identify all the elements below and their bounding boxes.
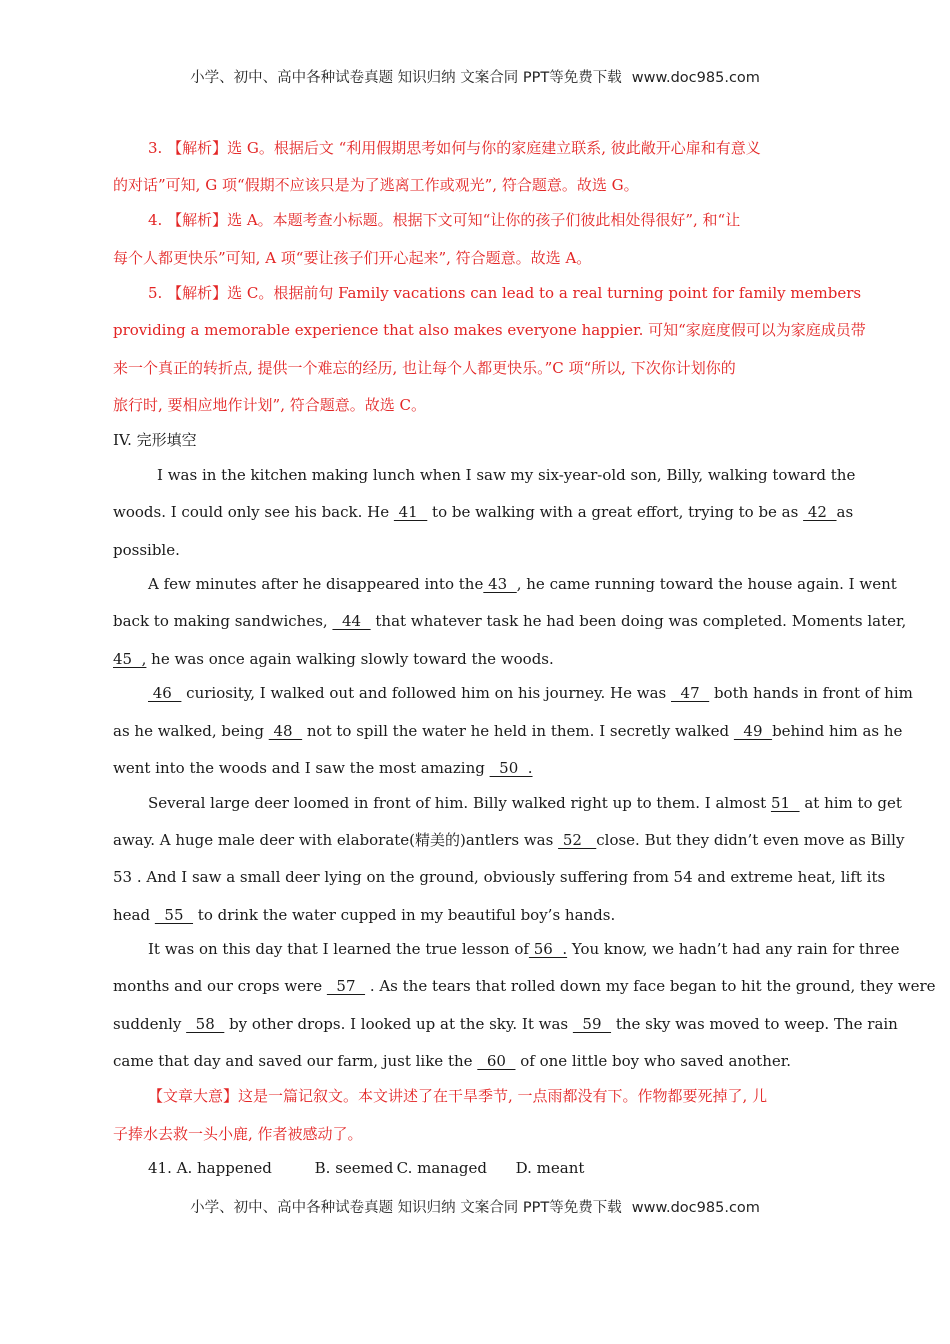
blank-57: 57 <box>326 977 366 995</box>
analysis-q5-line4: 旅行时, 要相应地作计划”, 符合题意。故选 C。 <box>113 396 426 414</box>
blank-58: 58 <box>186 1015 225 1033</box>
analysis-q3-line1: 3. 【解析】选 G。根据后文 “利用假期思考如何与你的家庭建立联系, 彼此敞开心扉和有意义 <box>148 139 761 157</box>
passage-p5-line3: suddenly 58 by other drops. I looked up at the sky. It was 59 the sky was moved to weep. The rain <box>113 1015 898 1033</box>
page-header <box>0 66 950 87</box>
passage-p1-line1: I was in the kitchen making lunch when I saw my six-year-old son, Billy, walking toward the <box>157 466 856 484</box>
blank-41: 41 <box>393 503 428 521</box>
blank-55: 55 <box>154 906 194 924</box>
passage-p4-line2: away. A huge male deer with elaborate(精美的)antlers was 52 close. But they didn’t even move as Billy <box>113 831 905 849</box>
blank-48: 48 <box>268 722 303 740</box>
analysis-q5-line3: 来一个真正的转折点, 提供一个难忘的经历, 也让每个人都更快乐。”C 项“所以, 下次你计划你的 <box>113 359 736 377</box>
footer-text: 小学、初中、高中各种试卷真题 知识归纳 文案合同 PPT等免费下载 <box>190 1200 622 1216</box>
summary-line1: 【文章大意】这是一篇记叙文。本文讲述了在干旱季节, 一点雨都没有下。作物都要死掉了, 儿 <box>148 1087 768 1105</box>
blank-44: 44 <box>332 612 371 630</box>
passage-p5-line1: It was on this day that I learned the true lesson of 56 . You know, we hadn’t had any rain for three <box>148 940 900 958</box>
blank-56: 56 . <box>528 940 568 958</box>
blank-47: 47 <box>671 684 710 702</box>
passage-p2-line2: back to making sandwiches, 44 that whatever task he had been doing was completed. Moments later, <box>113 612 907 630</box>
footer-url[interactable]: www.doc985.com <box>631 1200 760 1216</box>
blank-46: 46 <box>148 684 182 702</box>
blank-51: 51 <box>770 794 800 812</box>
passage-p1-line2: woods. I could only see his back. He 41 to be walking with a great effort, trying to be as 42 as <box>113 503 854 521</box>
analysis-q3-line2: 的对话”可知, G 项“假期不应该只是为了逃离工作或观光”, 符合题意。故选 G。 <box>113 176 639 194</box>
blank-53: 53 <box>113 868 133 886</box>
header-text: 小学、初中、高中各种试卷真题 知识归纳 文案合同 PPT等免费下载 <box>190 70 622 86</box>
option-b: B. seemed <box>314 1159 394 1177</box>
passage-p4-line3: 53 . And I saw a small deer lying on the ground, obviously suffering from 54 and extreme heat, lift its <box>113 868 886 886</box>
page-footer <box>0 1196 950 1217</box>
blank-45: 45 , <box>113 650 147 668</box>
passage-p3-line1: 46 curiosity, I walked out and followed him on his journey. He was 47 both hands in front of him <box>148 684 913 702</box>
blank-42: 42 <box>803 503 837 521</box>
passage-p2-line1: A few minutes after he disappeared into the 43 , he came running toward the house again. I went <box>148 575 897 593</box>
passage-p2-line3: 45 , he was once again walking slowly toward the woods. <box>113 650 554 668</box>
section-title: IV. 完形填空 <box>113 431 197 449</box>
option-a: A. happened <box>176 1159 272 1177</box>
blank-49: 49 <box>733 722 773 740</box>
passage-p5-line2: months and our crops were 57 . As the tears that rolled down my face began to hit the ground, they were <box>113 977 936 995</box>
blank-50: 50 . <box>489 759 533 777</box>
blank-52: 52 <box>558 831 597 849</box>
analysis-q4-line2: 每个人都更快乐”可知, A 项“要让孩子们开心起来”, 符合题意。故选 A。 <box>113 249 592 267</box>
summary-line2: 子捧水去救一头小鹿, 作者被感动了。 <box>113 1125 363 1143</box>
analysis-q4-line1: 4. 【解析】选 A。本题考查小标题。根据下文可知“让你的孩子们彼此相处得很好”, 和“让 <box>148 211 741 229</box>
passage-p1-line3: possible. <box>113 541 180 559</box>
passage-p3-line2: as he walked, being 48 not to spill the water he held in them. I secretly walked 49 behind him as he <box>113 722 903 740</box>
option-c: C. managed <box>396 1159 487 1177</box>
passage-p5-line4: came that day and saved our farm, just like the 60 of one little boy who saved another. <box>113 1052 792 1070</box>
option-d: D. meant <box>515 1159 585 1177</box>
blank-59: 59 <box>572 1015 612 1033</box>
blank-60: 60 <box>477 1052 516 1070</box>
passage-p4-line4: head 55 to drink the water cupped in my beautiful boy’s hands. <box>113 906 616 924</box>
header-url[interactable]: www.doc985.com <box>631 70 760 86</box>
question-41 <box>148 1158 584 1178</box>
question-41-number: 41. <box>148 1159 172 1177</box>
analysis-q5-line2: providing a memorable experience that also makes everyone happier. 可知“家庭度假可以为家庭成员带 <box>113 321 866 339</box>
passage-p4-line1: Several large deer loomed in front of him. Billy walked right up to them. I almost 51 at him to get <box>148 794 902 812</box>
passage-p3-line3: went into the woods and I saw the most amazing 50 . <box>113 759 533 777</box>
blank-43: 43 <box>483 575 517 593</box>
analysis-q5-line1: 5. 【解析】选 C。根据前句 Family vacations can lead to a real turning point for family members <box>148 284 862 302</box>
